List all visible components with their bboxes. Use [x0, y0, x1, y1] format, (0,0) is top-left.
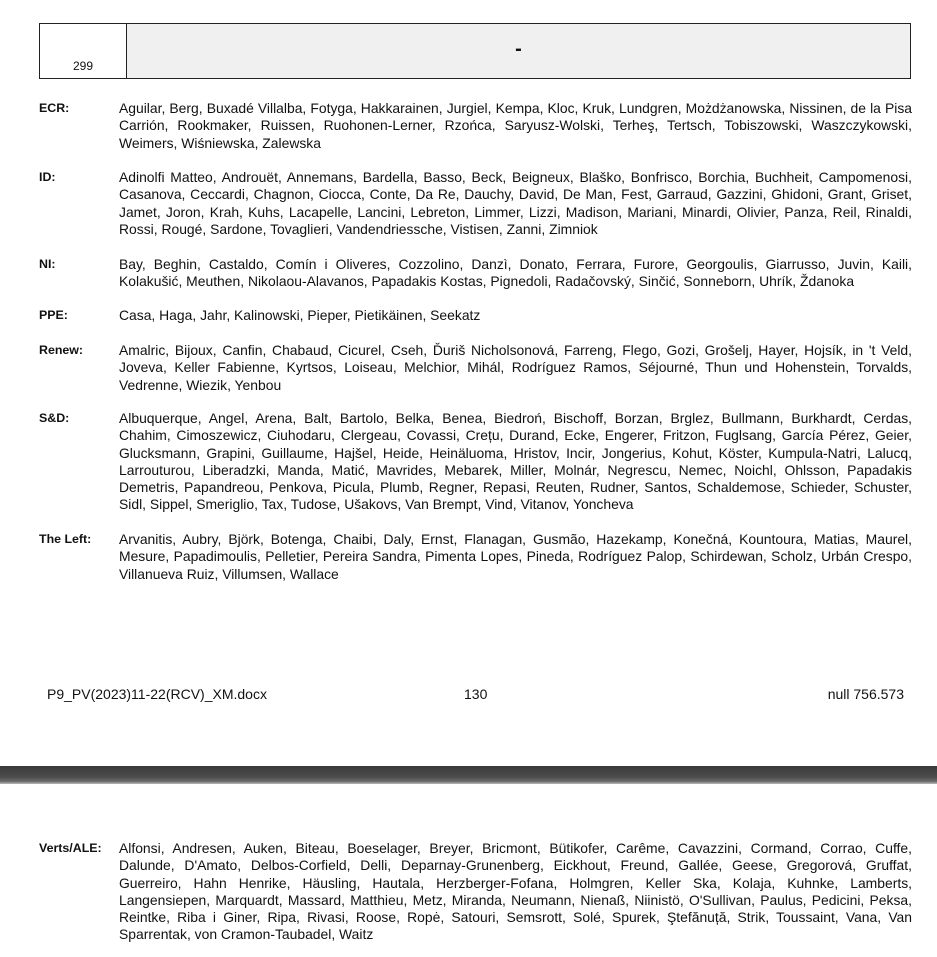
- group-label: ID:: [39, 170, 56, 184]
- group-members: Amalric, Bijoux, Canfin, Chabaud, Cicurel, Cseh, Ďuriš Nicholsonová, Farreng, Flego, Gozi, Grošelj, Hayer, Hojsík, in 't Veld, Joveva, Keller Fabienne, Kyrtsos, Loiseau, Melchior, Mihál, Rodríguez Ramos, Séjourné, Thun und Hohenstein, Torvalds, Vedrenne, Wiezik, Yenbou: [119, 342, 912, 393]
- group-label: S&D:: [39, 411, 70, 425]
- group-members: Bay, Beghin, Castaldo, Comín i Oliveres, Cozzolino, Danzì, Donato, Ferrara, Furore, Georgoulis, Giarrusso, Juvin, Kaili, Kolakušić, Meuthen, Nikolaou-Alavanos, Papadakis Kostas, Pignedoli, Radačovský, Sinčić, Sonneborn, Uhrík, Ždanoka: [119, 256, 912, 290]
- group-label: Verts/ALE:: [39, 841, 102, 855]
- group-ecr: [39, 100, 912, 152]
- group-members: Albuquerque, Angel, Arena, Balt, Bartolo, Belka, Benea, Biedroń, Bischoff, Borzan, Brglez, Bullmann, Burkhardt, Cerdas, Chahim, Cimoszewicz, Ciuhodaru, Clergeau, Covassi, Crețu, Durand, Ecke, Engerer, Fritzon, Fuglsang, García Pérez, Geier, Glucksmann, Grapini, Guillaume, Hajšel, Heide, Heinäluoma, Hristov, Incir, Jongerius, Kohut, Köster, Kumpula-Natri, Lalucq, Larrouturou, Liberadzki, Manda, Matić, Mavrides, Mebarek, Miller, Molnár, Negrescu, Nemec, Noichl, Ohlsson, Papadakis Demetris, Papandreou, Penkova, Picula, Plumb, Regner, Repasi, Reuten, Rudner, Santos, Schaldemose, Schieder, Schuster, Sidl, Sippel, Smeriglio, Tax, Tudose, Ušakovs, Van Brempt, Vind, Vitanov, Yoncheva: [119, 410, 912, 513]
- group-label: PPE:: [39, 308, 68, 322]
- group-label: The Left:: [39, 532, 92, 546]
- group-ppe: [39, 307, 912, 324]
- footer-reference: null 756.573: [827, 686, 904, 702]
- group-id: [39, 169, 912, 238]
- vote-header-box: [39, 23, 911, 79]
- vote-title: -: [127, 24, 910, 78]
- group-members: Casa, Haga, Jahr, Kalinowski, Pieper, Pietikäinen, Seekatz: [119, 307, 481, 323]
- footer-document-name: P9_PV(2023)11-22(RCV)_XM.docx: [47, 686, 267, 702]
- group-members: Arvanitis, Aubry, Björk, Botenga, Chaibi, Daly, Ernst, Flanagan, Gusmão, Hazekamp, Konečná, Kountoura, Matias, Maurel, Mesure, Papadimoulis, Pelletier, Pereira Sandra, Pimenta Lopes, Pineda, Rodríguez Palop, Schirdewan, Scholz, Urbán Crespo, Villanueva Ruiz, Villumsen, Wallace: [119, 531, 912, 582]
- group-label: ECR:: [39, 101, 70, 115]
- vote-number: 299: [40, 24, 127, 78]
- group-the-left: [39, 531, 912, 583]
- footer-page-number: 130: [464, 686, 488, 702]
- page-footer: [47, 686, 904, 703]
- group-ni: [39, 256, 912, 291]
- page-separator: [0, 766, 937, 784]
- group-label: Renew:: [39, 343, 84, 357]
- group-renew: [39, 342, 912, 394]
- group-members: Aguilar, Berg, Buxadé Villalba, Fotyga, Hakkarainen, Jurgiel, Kempa, Kloc, Kruk, Lundgren, Możdżanowska, Nissinen, de la Pisa Carrión, Rookmaker, Ruissen, Ruohonen-Lerner, Rzońca, Saryusz-Wolski, Terheş, Tertsch, Tobiszowski, Waszczykowski, Weimers, Wiśniewska, Zalewska: [119, 100, 912, 151]
- group-sd: [39, 410, 912, 514]
- group-label: NI:: [39, 257, 56, 271]
- group-members: Adinolfi Matteo, Androuët, Annemans, Bardella, Basso, Beck, Beigneux, Blaško, Bonfrisco, Borchia, Buchheit, Campomenosi, Casanova, Ceccardi, Chagnon, Ciocca, Conte, Da Re, Dauchy, David, De Man, Fest, Garraud, Gazzini, Ghidoni, Grant, Griset, Jamet, Joron, Krah, Kuhs, Lacapelle, Lancini, Lebreton, Limmer, Lizzi, Madison, Mariani, Minardi, Olivier, Panza, Reil, Rinaldi, Rossi, Rougé, Sardone, Tovaglieri, Vandendriessche, Vistisen, Zanni, Zimniok: [119, 169, 912, 237]
- group-verts-ale: [39, 840, 912, 944]
- group-members: Alfonsi, Andresen, Auken, Biteau, Boeselager, Breyer, Bricmont, Bütikofer, Carême, Cavazzini, Cormand, Corrao, Cuffe, Dalunde, D'Amato, Delbos-Corfield, Delli, Deparnay-Grunenberg, Eickhout, Freund, Gallée, Geese, Gregorová, Gruffat, Guerreiro, Hahn Henrike, Häusling, Hautala, Herzberger-Fofana, Holmgren, Keller Ska, Kolaja, Kuhnke, Lamberts, Langensiepen, Marquardt, Massard, Matthieu, Metz, Miranda, Neumann, Nienaß, Niinistö, O'Sullivan, Paulus, Pedicini, Peksa, Reintke, Riba i Giner, Ripa, Rivasi, Roose, Ropė, Satouri, Semsrott, Solé, Spurek, Ştefănuță, Strik, Toussaint, Vana, Van Sparrentak, von Cramon-Taubadel, Waitz: [119, 840, 912, 943]
